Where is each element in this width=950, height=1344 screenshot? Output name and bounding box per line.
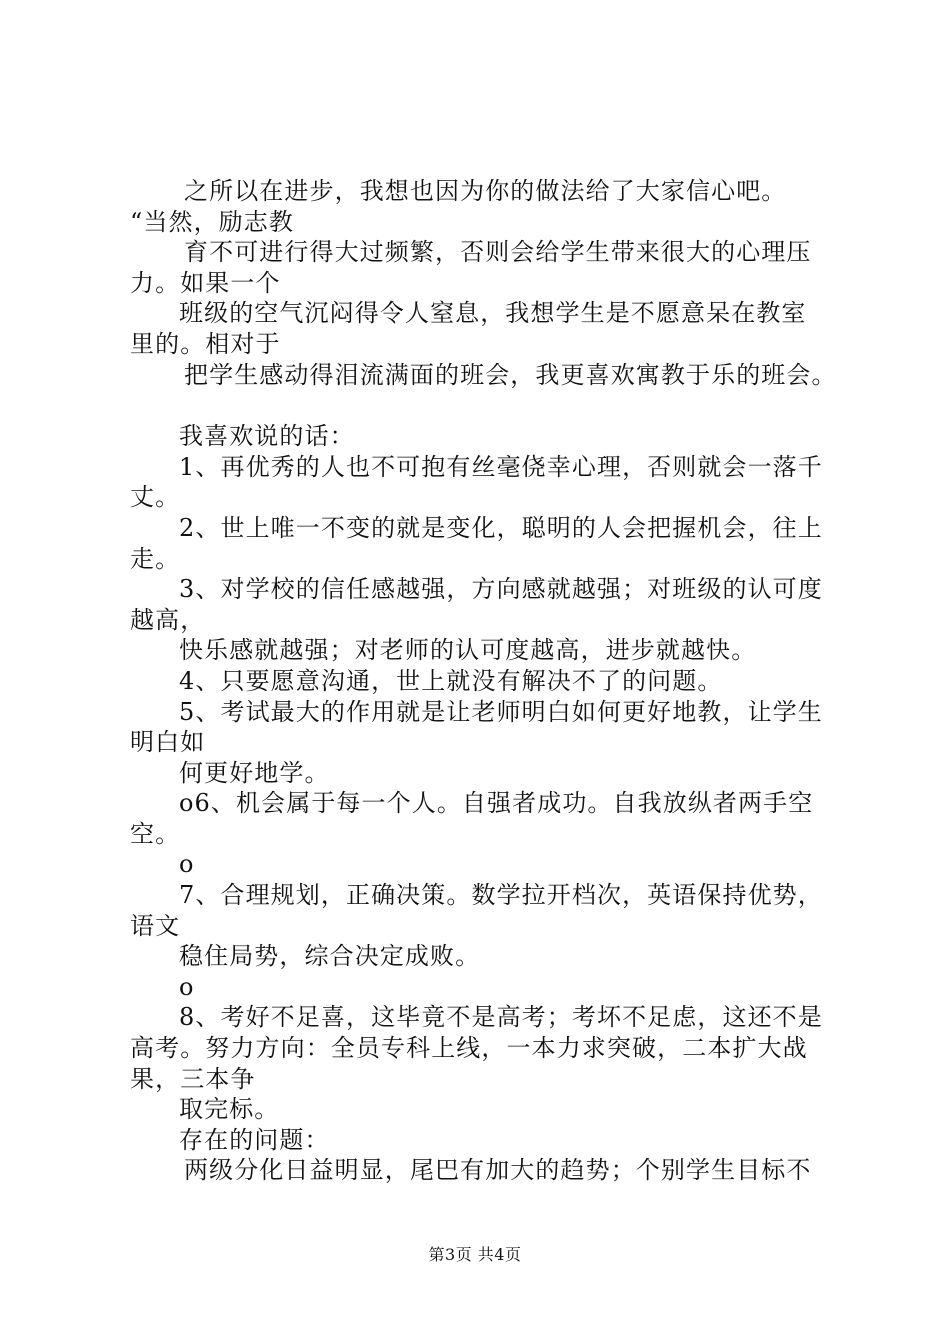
section-heading: 存在的问题： bbox=[179, 1125, 330, 1154]
text-line: 何更好地学。 bbox=[179, 758, 330, 787]
text-line: 快乐感就越强；对老师的认可度越高，进步就越快。 bbox=[179, 636, 757, 665]
document-body bbox=[130, 176, 835, 1186]
text-line: 里的。相对于 bbox=[130, 329, 281, 358]
text-line: 力。如果一个 bbox=[130, 268, 281, 297]
text-line: 3、对学校的信任感越强，方向感就越强；对班级的认可度 bbox=[179, 575, 823, 604]
text-line: 果，三本争 bbox=[130, 1064, 256, 1093]
text-line: 稳住局势，综合决定成败。 bbox=[179, 942, 481, 971]
text-line: 把学生感动得泪流满面的班会，我更喜欢寓教于乐的班会。 bbox=[184, 360, 837, 389]
text-line: 7、合理规划，正确决策。数学拉开档次，英语保持优势， bbox=[179, 881, 823, 910]
text-line: 两级分化日益明显，尾巴有加大的趋势；个别学生目标不 bbox=[184, 1156, 812, 1185]
text-line: 明白如 bbox=[130, 728, 206, 757]
text-line: 4、只要愿意沟通，世上就没有解决不了的问题。 bbox=[179, 666, 723, 695]
text-line: 越高， bbox=[130, 605, 206, 634]
text-line: 1、再优秀的人也不可抱有丝毫侥幸心理，否则就会一落千 bbox=[179, 452, 823, 481]
page-footer: 第3页 共4页 bbox=[428, 1245, 522, 1264]
text-line: 班级的空气沉闷得令人窒息，我想学生是不愿意呆在教室 bbox=[179, 299, 807, 328]
text-line: 8、考好不足喜，这毕竟不是高考；考坏不足虑，这还不是 bbox=[179, 1003, 823, 1032]
text-line: o bbox=[179, 972, 195, 1001]
paragraph-gap bbox=[130, 390, 835, 421]
text-line: 语文 bbox=[130, 911, 181, 940]
text-line: 之所以在进步，我想也因为你的做法给了大家信心吧。 bbox=[184, 177, 787, 205]
text-line: 2、世上唯一不变的就是变化，聪明的人会把握机会，往上 bbox=[179, 513, 823, 542]
text-line: o bbox=[179, 850, 195, 879]
text-line: o6、机会属于每一个人。自强者成功。自我放纵者两手空 bbox=[179, 789, 814, 818]
text-line: 育不可进行得大过频繁，否则会给学生带来很大的心理压 bbox=[184, 238, 812, 267]
text-line: 空。 bbox=[130, 819, 181, 848]
text-line: 高考。努力方向：全员专科上线，一本力求突破，二本扩大战 bbox=[130, 1034, 808, 1063]
text-line: 丈。 bbox=[130, 483, 181, 512]
text-line: 走。 bbox=[130, 544, 181, 573]
text-line: “当然，励志教 bbox=[130, 207, 294, 236]
section-heading: 我喜欢说的话： bbox=[179, 422, 355, 451]
text-line: 取完标。 bbox=[179, 1095, 280, 1124]
text-line: 5、考试最大的作用就是让老师明白如何更好地教，让学生 bbox=[179, 697, 823, 726]
